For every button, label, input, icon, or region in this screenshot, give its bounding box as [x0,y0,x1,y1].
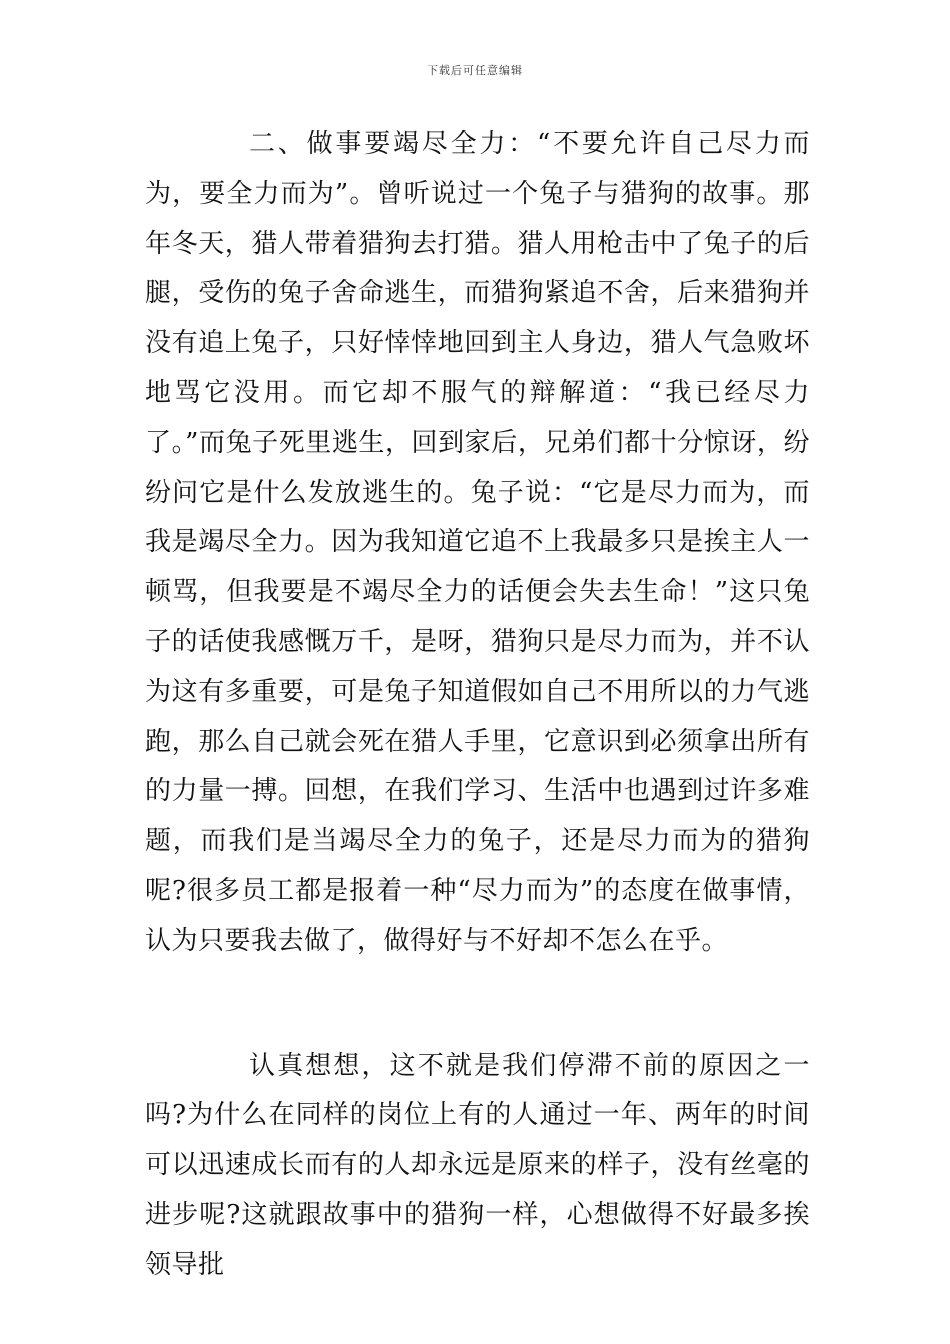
paragraph: 二、做事要竭尽全力：“不要允许自己尽力而为，要全力而为”。曾听说过一个兔子与猎狗的故事。那年冬天，猎人带着猎狗去打猎。猎人用枪击中了兔子的后腿，受伤的兔子舍命逃生，而猎狗紧追不舍，后来猎狗并没有追上兔子，只好悻悻地回到主人身边，猎人气急败坏地骂它没用。而它却不服气的辩解道：“我已经尽力了。”而兔子死里逃生，回到家后，兄弟们都十分惊讶，纷纷问它是什么发放逃生的。兔子说：“它是尽力而为，而我是竭尽全力。因为我知道它追不上我最多只是挨主人一顿骂，但我要是不竭尽全力的话便会失去生命！”这只兔子的话使我感慨万千，是呀，猎狗只是尽力而为，并不认为这有多重要，可是兔子知道假如自己不用所以的力气逃跑，那么自己就会死在猎人手里，它意识到必须拿出所有的力量一搏。回想，在我们学习、生活中也遇到过许多难题，而我们是当竭尽全力的兔子，还是尽力而为的猎狗呢?很多员工都是报着一种“尽力而为”的态度在做事情，认为只要我去做了，做得好与不好却不怎么在乎。 [145,129,810,956]
document-body [145,120,810,1291]
page-header-note: 下载后可任意编辑 [427,64,523,77]
paragraph: 认真想想，这不就是我们停滞不前的原因之一吗?为什么在同样的岗位上有的人通过一年、两年的时间可以迅速成长而有的人却永远是原来的样子，没有丝毫的进步呢?这就跟故事中的猎狗一样，心想做得不好最多挨领导批 [145,1050,810,1280]
